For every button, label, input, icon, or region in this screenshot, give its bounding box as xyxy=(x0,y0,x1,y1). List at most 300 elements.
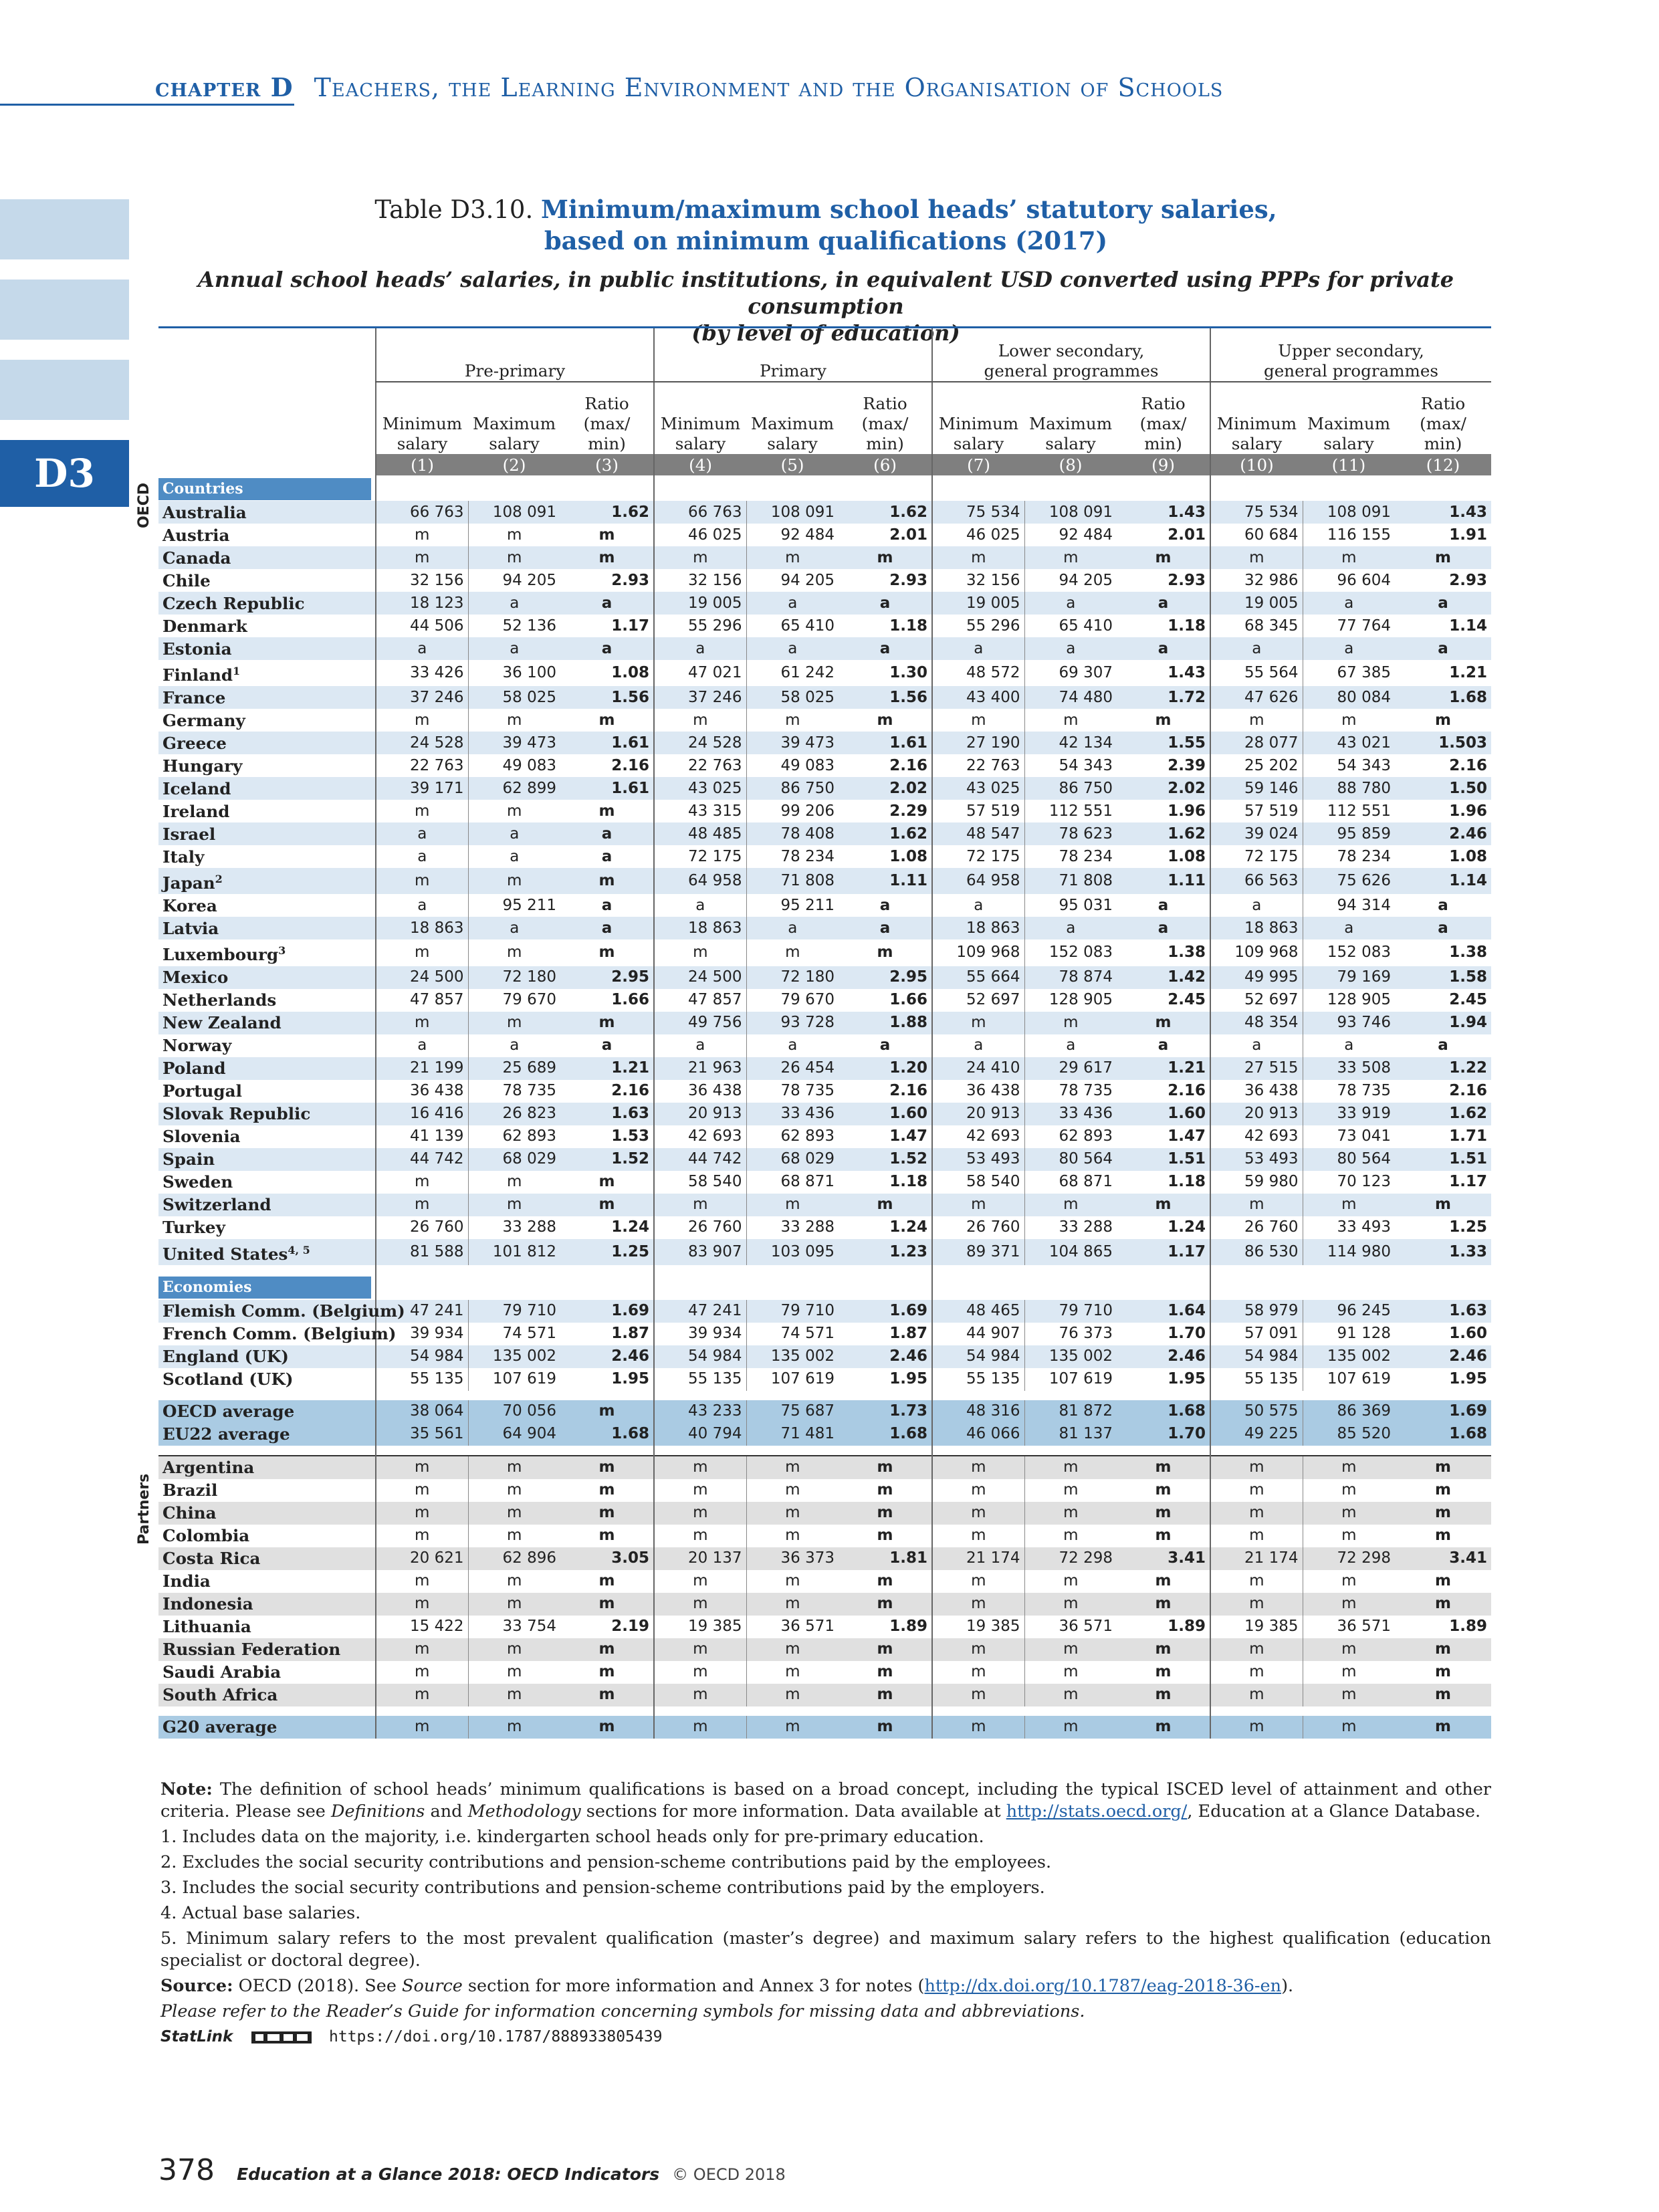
table-cell: 66 563 xyxy=(1210,868,1303,894)
table-cell: 101 812 xyxy=(468,1239,560,1265)
table-cell: m xyxy=(746,709,839,732)
table-cell: 2.19 xyxy=(611,1618,650,1636)
row-label xyxy=(158,709,376,732)
table-cell: 15 422 xyxy=(376,1616,468,1638)
side-tab-3 xyxy=(0,360,129,420)
table-cell: 49 083 xyxy=(746,754,839,777)
table-cell: m xyxy=(1155,711,1172,729)
table-cell: 43 315 xyxy=(654,800,746,822)
table-cell: m xyxy=(468,1638,560,1661)
table-cell: 55 135 xyxy=(376,1368,468,1391)
subheader-6: Ratio (max/ min) xyxy=(861,394,909,453)
row-name: Finland xyxy=(162,665,233,685)
table-cell: m xyxy=(654,546,746,569)
table-cell: 75 534 xyxy=(1210,501,1303,524)
table-cell: 1.66 xyxy=(611,991,650,1009)
table-cell: m xyxy=(1210,546,1303,569)
table-cell: 1.23 xyxy=(839,1239,932,1265)
table-cell: 108 091 xyxy=(746,501,839,524)
table-cell: 27 515 xyxy=(1210,1057,1303,1080)
table-cell: m xyxy=(1117,1716,1210,1739)
table-cell: 53 493 xyxy=(1210,1148,1303,1171)
table-cell: 1.52 xyxy=(839,1148,932,1171)
table-cell: 68 029 xyxy=(746,1148,839,1171)
table-cell: a xyxy=(1117,917,1210,939)
statlink-line xyxy=(160,2026,1491,2048)
table-cell: m xyxy=(1435,1481,1451,1499)
table-cell: 37 246 xyxy=(376,686,468,709)
table-cell: m xyxy=(746,1661,839,1684)
subheader-8: Maximum salary xyxy=(1028,414,1113,453)
table-cell: 36 438 xyxy=(654,1080,746,1103)
table-cell: m xyxy=(560,1502,654,1525)
row-label xyxy=(158,800,376,822)
table-cell: 1.89 xyxy=(889,1618,928,1636)
table-cell: 47 857 xyxy=(376,989,468,1012)
table-cell: 62 893 xyxy=(468,1125,560,1148)
table-cell: 78 874 xyxy=(1024,966,1117,989)
source-link[interactable]: http://dx.doi.org/10.1787/eag-2018-36-en xyxy=(924,1976,1282,1996)
table-cell: 26 823 xyxy=(468,1103,560,1125)
column-number-4: (4) xyxy=(654,454,746,475)
table-row xyxy=(158,1216,1491,1239)
column-number-3: (3) xyxy=(560,454,654,475)
table-cell: a xyxy=(746,637,839,660)
table-cell: m xyxy=(1155,1527,1172,1545)
table-cell: m xyxy=(746,1570,839,1593)
table-cell: 79 710 xyxy=(746,1300,839,1323)
table-cell: 107 619 xyxy=(746,1368,839,1391)
table-cell: 92 484 xyxy=(746,524,839,546)
table-cell: 39 171 xyxy=(376,777,468,800)
table-cell: m xyxy=(1155,1481,1172,1499)
row-name: Iceland xyxy=(162,778,231,798)
table-cell: 1.69 xyxy=(560,1300,654,1323)
table-cell: 3.05 xyxy=(560,1547,654,1570)
table-cell: 33 508 xyxy=(1303,1057,1395,1080)
table-cell: m xyxy=(654,1593,746,1616)
table-cell: 59 146 xyxy=(1210,777,1303,800)
table-cell: 1.24 xyxy=(1168,1218,1206,1236)
table-cell: 78 234 xyxy=(1303,845,1395,868)
table-row xyxy=(158,1423,1491,1446)
row-name: Czech Republic xyxy=(162,593,305,613)
table-cell: 1.60 xyxy=(1449,1325,1488,1343)
chapter-header xyxy=(155,72,1223,102)
table-cell: 78 735 xyxy=(746,1080,839,1103)
row-label xyxy=(158,1239,376,1265)
row-label xyxy=(158,1502,376,1525)
table-cell: 135 002 xyxy=(1303,1345,1395,1368)
table-row xyxy=(158,966,1491,989)
stats-link[interactable]: http://stats.oecd.org/ xyxy=(1006,1801,1188,1821)
table-cell: 112 551 xyxy=(1303,800,1395,822)
table-cell: 33 288 xyxy=(468,1216,560,1239)
table-cell: 80 084 xyxy=(1303,686,1395,709)
table-cell: m xyxy=(1117,1638,1210,1661)
table-cell: m xyxy=(932,1194,1024,1216)
table-cell: 81 588 xyxy=(376,1239,468,1265)
table-cell: a xyxy=(654,637,746,660)
table-cell: m xyxy=(598,1663,615,1681)
table-cell: 1.33 xyxy=(1395,1239,1491,1265)
row-label xyxy=(158,1456,376,1479)
table-cell: m xyxy=(468,709,560,732)
table-cell: m xyxy=(598,802,615,820)
table-cell: a xyxy=(1438,1036,1448,1055)
table-cell: 61 242 xyxy=(746,660,839,686)
table-cell: 79 169 xyxy=(1303,966,1395,989)
table-cell: 48 354 xyxy=(1210,1012,1303,1034)
table-cell: 48 485 xyxy=(654,822,746,845)
row-label xyxy=(158,822,376,845)
table-row xyxy=(158,569,1491,592)
table-cell: 1.81 xyxy=(839,1547,932,1570)
table-cell: 39 934 xyxy=(654,1323,746,1345)
table-cell: 19 005 xyxy=(1210,592,1303,615)
row-name: South Africa xyxy=(162,1685,278,1705)
table-cell: m xyxy=(468,1171,560,1194)
table-cell: a xyxy=(376,637,468,660)
table-cell: 1.70 xyxy=(1117,1423,1210,1446)
footnote-5: 5. Minimum salary refers to the most prevalent qualification (master’s degree) and maximum salary refers to the highest qualification (education specialist or doctoral degree). xyxy=(160,1928,1491,1971)
source-italic: Source xyxy=(402,1976,463,1996)
table-cell: a xyxy=(1210,637,1303,660)
row-name: Australia xyxy=(162,502,247,522)
table-cell: m xyxy=(376,1502,468,1525)
table-cell: m xyxy=(1303,1570,1395,1593)
row-name: India xyxy=(162,1571,211,1591)
table-cell: 54 343 xyxy=(1024,754,1117,777)
source-label: Source: xyxy=(160,1976,233,1996)
column-number-6: (6) xyxy=(839,454,932,475)
table-cell: m xyxy=(1435,1663,1451,1681)
table-cell: 1.89 xyxy=(1168,1618,1206,1636)
table-cell: 2.16 xyxy=(1168,1082,1206,1100)
table-cell: 94 205 xyxy=(746,569,839,592)
table-cell: 86 750 xyxy=(746,777,839,800)
table-cell: m xyxy=(468,939,560,966)
table-cell: a xyxy=(839,592,932,615)
statlink-url[interactable]: https://doi.org/10.1787/888933805439 xyxy=(329,2028,663,2045)
table-cell: 1.56 xyxy=(839,686,932,709)
column-number-10: (10) xyxy=(1210,454,1303,475)
table-cell: 72 175 xyxy=(932,845,1024,868)
table-cell: 1.62 xyxy=(839,822,932,845)
table-row xyxy=(158,1368,1491,1391)
table-cell: a xyxy=(1303,592,1395,615)
table-row xyxy=(158,777,1491,800)
row-label xyxy=(158,1570,376,1593)
table-cell: 1.43 xyxy=(1168,664,1206,682)
table-cell: a xyxy=(746,917,839,939)
row-name: Chile xyxy=(162,570,211,590)
table-cell: 81 872 xyxy=(1024,1400,1117,1423)
table-cell: 32 986 xyxy=(1210,569,1303,592)
table-cell: m xyxy=(598,1173,615,1191)
table-cell: m xyxy=(654,1661,746,1684)
table-cell: 44 742 xyxy=(376,1148,468,1171)
table-cell: 94 205 xyxy=(468,569,560,592)
table-cell: 95 211 xyxy=(746,894,839,917)
table-cell: 96 245 xyxy=(1303,1300,1395,1323)
table-cell: a xyxy=(1024,637,1117,660)
table-cell: 46 025 xyxy=(932,524,1024,546)
table-row xyxy=(158,1502,1491,1525)
row-label xyxy=(158,1423,376,1446)
table-cell: 54 984 xyxy=(376,1345,468,1368)
table-cell: m xyxy=(1024,1479,1117,1502)
row-name: Switzerland xyxy=(162,1195,271,1215)
table-cell: 2.01 xyxy=(1168,526,1206,544)
table-cell: m xyxy=(376,1593,468,1616)
table-cell: m xyxy=(560,1593,654,1616)
table-cell: m xyxy=(468,524,560,546)
table-cell: 75 626 xyxy=(1303,868,1395,894)
row-label xyxy=(158,1300,405,1323)
table-cell: 76 373 xyxy=(1024,1323,1117,1345)
table-cell: 54 984 xyxy=(1210,1345,1303,1368)
subheader-row xyxy=(158,382,1491,454)
partners-side-label: Partners xyxy=(136,1473,152,1545)
table-cell: 79 670 xyxy=(468,989,560,1012)
table-cell: 46 025 xyxy=(654,524,746,546)
table-cell: 2.45 xyxy=(1168,991,1206,1009)
table-cell: 37 246 xyxy=(654,686,746,709)
table-row xyxy=(158,1171,1491,1194)
table-cell: 33 919 xyxy=(1303,1103,1395,1125)
table-cell: 54 343 xyxy=(1303,754,1395,777)
table-cell: m xyxy=(839,1684,932,1706)
table-cell: m xyxy=(376,709,468,732)
table-cell: 55 564 xyxy=(1210,660,1303,686)
table-cell: 62 893 xyxy=(1024,1125,1117,1148)
table-cell: m xyxy=(1303,1593,1395,1616)
table-cell: m xyxy=(746,546,839,569)
table-cell: m xyxy=(560,868,654,894)
table-cell: a xyxy=(1438,896,1448,914)
readers-guide-note: Please refer to the Reader’s Guide for information concerning symbols for missing data and abbreviations. xyxy=(160,2001,1085,2021)
table-cell: m xyxy=(1395,1502,1491,1525)
group-header-preprimary: Pre-primary xyxy=(376,328,654,382)
table-cell: 32 156 xyxy=(932,569,1024,592)
countries-section xyxy=(158,475,1491,501)
table-cell: m xyxy=(932,1638,1024,1661)
table-row xyxy=(158,1716,1491,1739)
table-cell: m xyxy=(1435,1572,1451,1590)
table-cell: a xyxy=(932,1034,1024,1057)
column-number-row xyxy=(158,454,1491,475)
table-cell: 21 174 xyxy=(932,1547,1024,1570)
table-cell: 26 760 xyxy=(654,1216,746,1239)
table-cell: 48 465 xyxy=(932,1300,1024,1323)
table-cell: a xyxy=(1117,637,1210,660)
row-name: Greece xyxy=(162,733,227,753)
row-label xyxy=(158,1034,376,1057)
table-row xyxy=(158,1456,1491,1479)
table-cell: 1.22 xyxy=(1395,1057,1491,1080)
table-cell: a xyxy=(839,637,932,660)
table-cell: 59 980 xyxy=(1210,1171,1303,1194)
table-cell: 95 211 xyxy=(468,894,560,917)
table-cell: 62 896 xyxy=(468,1547,560,1570)
table-cell: 1.18 xyxy=(889,617,928,635)
group-header-primary: Primary xyxy=(654,328,932,382)
table-cell: m xyxy=(376,1012,468,1034)
table-cell: 47 241 xyxy=(654,1300,746,1323)
table-cell: 107 619 xyxy=(1303,1368,1395,1391)
table-cell: a xyxy=(932,894,1024,917)
row-label xyxy=(158,1345,376,1368)
table-row xyxy=(158,732,1491,754)
table-cell: 1.62 xyxy=(1395,1103,1491,1125)
book-title: Education at a Glance 2018: OECD Indicators xyxy=(237,2165,660,2184)
table-cell: 2.95 xyxy=(839,966,932,989)
table-row xyxy=(158,1638,1491,1661)
row-name: French Comm. (Belgium) xyxy=(162,1324,397,1344)
table-cell: 25 202 xyxy=(1210,754,1303,777)
table-cell: 52 697 xyxy=(1210,989,1303,1012)
table-cell: m xyxy=(654,939,746,966)
table-cell: 1.18 xyxy=(889,1173,928,1191)
table-row xyxy=(158,1012,1491,1034)
table-cell: m xyxy=(746,1593,839,1616)
table-cell: 1.63 xyxy=(1395,1300,1491,1323)
table-cell: m xyxy=(1024,1570,1117,1593)
table-cell: m xyxy=(932,1716,1024,1739)
row-name: Netherlands xyxy=(162,990,277,1010)
table-cell: 1.68 xyxy=(1117,1400,1210,1423)
table-cell: m xyxy=(1395,1593,1491,1616)
footnote-marker: 4, 5 xyxy=(288,1243,310,1256)
table-row xyxy=(158,1661,1491,1684)
table-cell: a xyxy=(1117,592,1210,615)
row-name: Slovak Republic xyxy=(162,1104,311,1124)
table-cell: 1.08 xyxy=(611,664,650,682)
table-cell: m xyxy=(376,524,468,546)
table-cell: m xyxy=(1210,1661,1303,1684)
table-cell: 24 500 xyxy=(376,966,468,989)
table-cell: m xyxy=(468,1194,560,1216)
table-cell: m xyxy=(1210,1194,1303,1216)
table-cell: 60 684 xyxy=(1210,524,1303,546)
table-cell: 72 298 xyxy=(1303,1547,1395,1570)
subheader-3: Ratio (max/ min) xyxy=(583,394,631,453)
table-cell: m xyxy=(1117,546,1210,569)
table-cell: m xyxy=(376,868,468,894)
row-name: Costa Rica xyxy=(162,1549,261,1569)
table-cell: m xyxy=(932,1661,1024,1684)
table-cell: m xyxy=(746,1716,839,1739)
row-name: Argentina xyxy=(162,1458,255,1478)
table-cell: 52 697 xyxy=(932,989,1024,1012)
table-cell: 18 123 xyxy=(376,592,468,615)
table-cell: 86 750 xyxy=(1024,777,1117,800)
table-cell: a xyxy=(601,1036,613,1055)
table-cell: a xyxy=(879,896,891,914)
row-label xyxy=(158,732,376,754)
table-cell: 93 746 xyxy=(1303,1012,1395,1034)
table-cell: 79 710 xyxy=(468,1300,560,1323)
table-cell: m xyxy=(932,1012,1024,1034)
table-cell: 32 156 xyxy=(376,569,468,592)
row-name: Colombia xyxy=(162,1526,250,1546)
table-cell: m xyxy=(654,1456,746,1479)
footnote-marker: 1 xyxy=(233,665,241,677)
table-cell: 43 233 xyxy=(654,1400,746,1423)
table-cell: m xyxy=(877,1663,893,1681)
table-cell: m xyxy=(839,1716,932,1739)
table-cell: 75 687 xyxy=(746,1400,839,1423)
table-cell: 1.72 xyxy=(1117,686,1210,709)
table-body xyxy=(158,475,1491,1739)
row-name: Turkey xyxy=(162,1218,225,1238)
table-cell: 1.60 xyxy=(839,1103,932,1125)
table-cell: 42 693 xyxy=(654,1125,746,1148)
table-cell: m xyxy=(932,1479,1024,1502)
table-row xyxy=(158,894,1491,917)
table-cell: m xyxy=(839,1194,932,1216)
table-cell: 2.29 xyxy=(889,802,928,820)
table-cell: 43 400 xyxy=(932,686,1024,709)
table-cell: m xyxy=(1303,1479,1395,1502)
notes-section xyxy=(160,1779,1491,2052)
source-text1: OECD (2018). See xyxy=(233,1976,403,1996)
table-cell: 1.68 xyxy=(1395,686,1491,709)
table-cell: 42 693 xyxy=(932,1125,1024,1148)
row-name: Ireland xyxy=(162,801,230,821)
table-cell: 1.61 xyxy=(560,777,654,800)
table-cell: a xyxy=(601,896,613,914)
salary-table xyxy=(158,326,1491,1739)
table-cell: 72 298 xyxy=(1024,1547,1117,1570)
table-cell: 55 296 xyxy=(654,615,746,637)
table-cell: 2.02 xyxy=(1117,777,1210,800)
table-cell: m xyxy=(560,1716,654,1739)
side-tab-1 xyxy=(0,199,129,259)
row-label xyxy=(158,845,376,868)
table-cell: m xyxy=(376,1661,468,1684)
table-cell: 1.63 xyxy=(560,1103,654,1125)
row-name: Israel xyxy=(162,824,216,844)
table-cell: 99 206 xyxy=(746,800,839,822)
table-cell: 25 689 xyxy=(468,1057,560,1080)
row-label xyxy=(158,1323,397,1345)
table-cell: m xyxy=(932,546,1024,569)
table-cell: 104 865 xyxy=(1024,1239,1117,1265)
table-cell: 20 913 xyxy=(1210,1103,1303,1125)
row-label xyxy=(158,569,376,592)
row-name: G20 average xyxy=(162,1717,278,1737)
table-cell: 79 710 xyxy=(1024,1300,1117,1323)
table-row xyxy=(158,592,1491,615)
table-cell: 20 621 xyxy=(376,1547,468,1570)
row-name: Spain xyxy=(162,1149,215,1170)
table-cell: m xyxy=(468,800,560,822)
table-cell: 81 137 xyxy=(1024,1423,1117,1446)
table-subtitle-line2: (by level of education) xyxy=(691,320,960,346)
table-cell: 86 369 xyxy=(1303,1400,1395,1423)
table-cell: m xyxy=(598,1481,615,1499)
table-cell: m xyxy=(376,1171,468,1194)
table-cell: a xyxy=(1210,1034,1303,1057)
table-cell: 1.42 xyxy=(1117,966,1210,989)
row-name: Lithuania xyxy=(162,1617,251,1637)
table-cell: 1.21 xyxy=(1117,1057,1210,1080)
table-cell: 1.51 xyxy=(1117,1148,1210,1171)
table-cell: m xyxy=(376,1525,468,1547)
table-cell: 2.93 xyxy=(889,571,928,589)
